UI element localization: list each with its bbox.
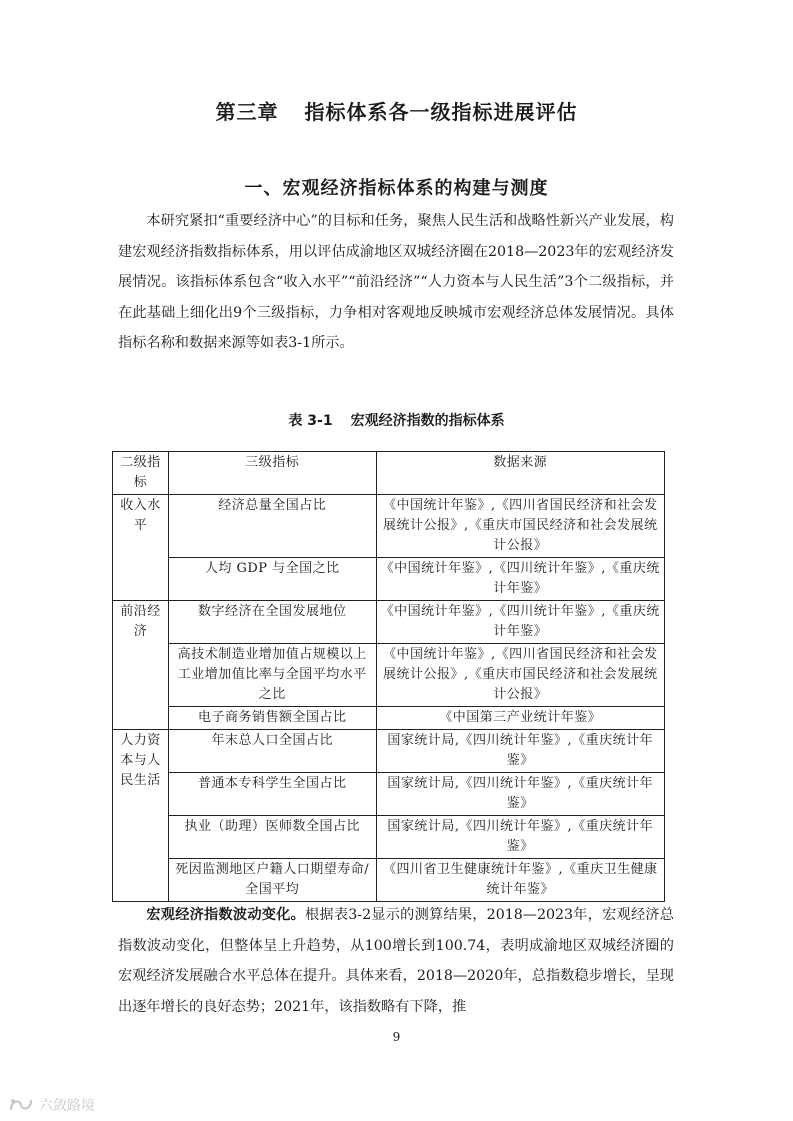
section-title: 一、宏观经济指标体系的构建与测度: [244, 178, 549, 199]
indicator-cell: 数字经济在全国发展地位: [168, 601, 376, 644]
table-row: [113, 707, 665, 730]
watermark: [8, 1094, 95, 1116]
indicator-cell: 经济总量全国占比: [168, 495, 376, 558]
source-cell: 《中国统计年鉴》,《四川统计年鉴》,《重庆统计年鉴》: [376, 558, 664, 601]
intro-paragraph: 本研究紧扣“重要经济中心”的目标和任务，聚焦人民生活和战略性新兴产业发展，构建宏观经济指数指标体系，用以评估成渝地区双城经济圈在2018—2023年的宏观经济发展情况。该指标体系包含“收入水平”“前沿经济”“人力资本与人民生活”3个二级指标，并在此基础上细化出9个三级指标，力争相对客观地反映城市宏观经济总体发展情况。具体指标名称和数据来源等如表3-1所示。: [118, 213, 674, 352]
indicator-cell: 人均 GDP 与全国之比: [168, 558, 376, 601]
page-number: 9: [392, 1030, 401, 1044]
table-row: [113, 859, 665, 902]
table-row: [113, 495, 665, 558]
closing-paragraph: [118, 900, 674, 1022]
chapter-number: 第三章: [215, 100, 279, 124]
category-cell: 收入水平: [113, 495, 169, 601]
source-cell: 《四川省卫生健康统计年鉴》,《重庆卫生健康统计年鉴》: [376, 859, 664, 902]
watermark-text: 六敛路境: [39, 1098, 95, 1114]
table-row: [113, 730, 665, 773]
logo-mark-icon: [8, 1096, 34, 1114]
source-cell: 国家统计局,《四川统计年鉴》,《重庆统计年鉴》: [376, 773, 664, 816]
source-cell: 国家统计局,《四川统计年鉴》,《重庆统计年鉴》: [376, 730, 664, 773]
table-row: [113, 601, 665, 644]
table-row: [113, 644, 665, 707]
paragraph-body: 根据表3-2显示的测算结果，2018—2023年，宏观经济总指数波动变化，但整体呈上升趋势，从100增长到100.74，表明成渝地区双城经济圈的宏观经济发展融合水平总体在提升。具体来看，2018—2020年，总指数稳步增长，呈现出逐年增长的良好态势；2021年，该指数略有下降，推: [118, 907, 674, 1015]
indicator-cell: 年末总人口全国占比: [168, 730, 376, 773]
indicator-cell: 死因监测地区户籍人口期望寿命/全国平均: [168, 859, 376, 902]
indicator-cell: 普通本专科学生全国占比: [168, 773, 376, 816]
table-header-row: [113, 452, 665, 495]
table-caption-label: 表 3-1: [288, 413, 333, 429]
header-data-source: 数据来源: [376, 452, 664, 495]
category-cell: 前沿经济: [113, 601, 169, 730]
category-cell: 人力资本与人民生活: [113, 730, 169, 902]
chapter-name: 指标体系各一级指标进展评估: [304, 100, 578, 124]
source-cell: 《中国统计年鉴》,《四川统计年鉴》,《重庆统计年鉴》: [376, 601, 664, 644]
table-caption-title: 宏观经济指数的指标体系: [350, 413, 505, 429]
table-row: [113, 816, 665, 859]
source-cell: 《中国统计年鉴》,《四川省国民经济和社会发展统计公报》,《重庆市国民经济和社会发展统计公报》: [376, 495, 664, 558]
source-cell: 《中国统计年鉴》,《四川省国民经济和社会发展统计公报》,《重庆市国民经济和社会发展统计公报》: [376, 644, 664, 707]
indicator-cell: 高技术制造业增加值占规模以上工业增加值比率与全国平均水平之比: [168, 644, 376, 707]
indicator-table: [112, 451, 665, 902]
table-caption: [0, 410, 793, 430]
source-cell: 国家统计局,《四川统计年鉴》,《重庆统计年鉴》: [376, 816, 664, 859]
header-tertiary-indicator: 三级指标: [168, 452, 376, 495]
paragraph-lead-heading: 宏观经济指数波动变化。: [146, 907, 305, 923]
source-cell: 《中国第三产业统计年鉴》: [376, 707, 664, 730]
indicator-cell: 电子商务销售额全国占比: [168, 707, 376, 730]
chapter-title: [0, 96, 793, 125]
table-row: [113, 773, 665, 816]
table-row: [113, 558, 665, 601]
indicator-cell: 执业（助理）医师数全国占比: [168, 816, 376, 859]
header-secondary-indicator: 二级指标: [113, 452, 169, 495]
